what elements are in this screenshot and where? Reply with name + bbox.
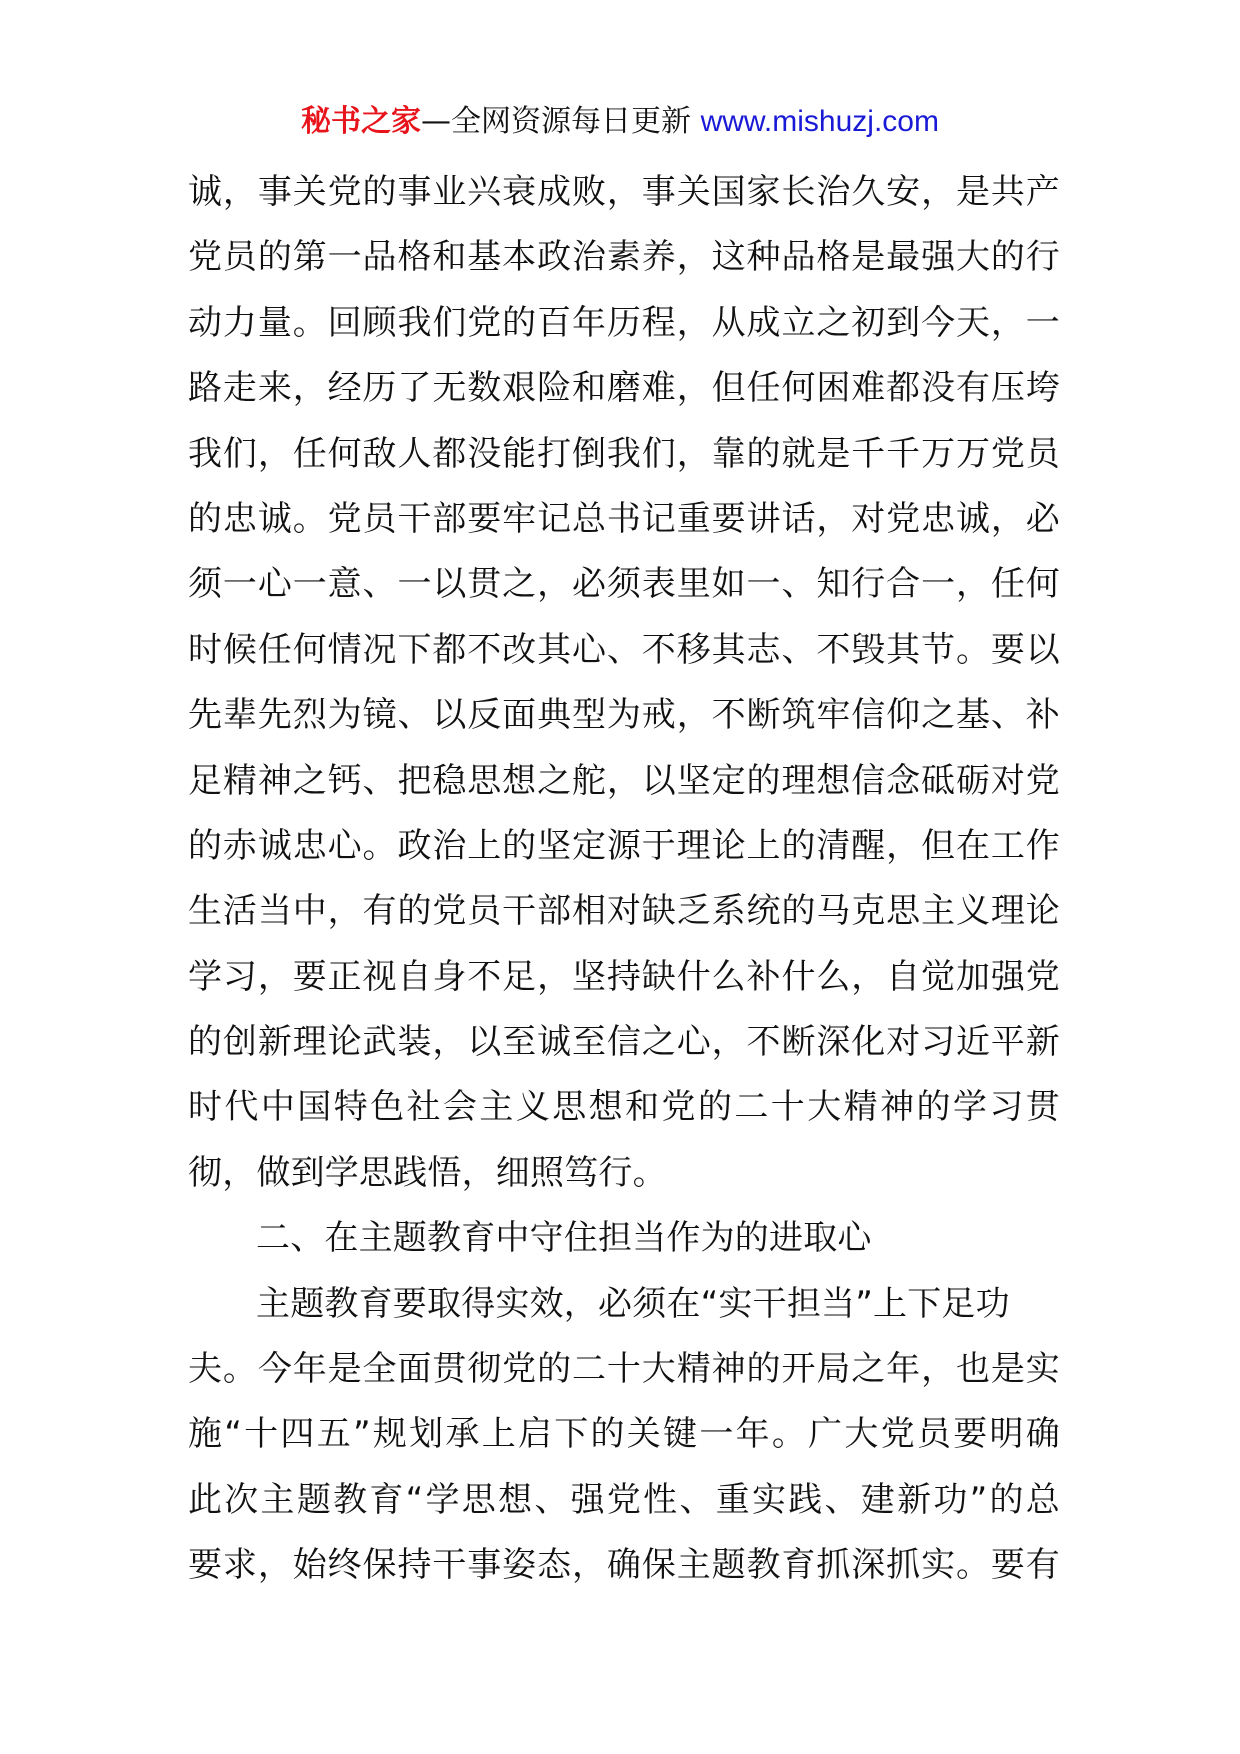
text-line: 时代中国特色社会主义思想和党的二十大精神的学习贯	[188, 1087, 1060, 1128]
document-body	[188, 160, 1060, 1599]
text-line: 要求，始终保持干事姿态，确保主题教育抓深抓实。要有	[188, 1545, 1060, 1586]
text-line: 此次主题教育“学思想、强党性、重实践、建新功”的总	[188, 1479, 1060, 1520]
text-line: 的赤诚忠心。政治上的坚定源于理论上的清醒，但在工作	[188, 825, 1060, 866]
text-line: 路走来，经历了无数艰险和磨难，但任何困难都没有压垮	[188, 368, 1060, 409]
text-line: 动力量。回顾我们党的百年历程，从成立之初到今天，一	[188, 302, 1060, 343]
site-brand: 秘书之家	[301, 104, 422, 139]
text-line: 彻，做到学思践悟，细照笃行。	[188, 1152, 667, 1193]
text-line: 须一心一意、一以贯之，必须表里如一、知行合一，任何	[188, 564, 1060, 605]
text-line: 的忠诚。党员干部要牢记总书记重要讲话，对党忠诚，必	[188, 498, 1060, 539]
paragraph-start: 主题教育要取得实效，必须在“实干担当”上下足功	[256, 1283, 1010, 1324]
text-line: 时候任何情况下都不改其心、不移其志、不毁其节。要以	[188, 629, 1060, 670]
text-line: 诚，事关党的事业兴衰成败，事关国家长治久安，是共产	[188, 172, 1060, 212]
text-line: 施“十四五”规划承上启下的关键一年。广大党员要明确	[188, 1414, 1060, 1455]
text-line: 学习，要正视自身不足，坚持缺什么补什么，自觉加强党	[188, 956, 1060, 997]
text-line: 党员的第一品格和基本政治素养，这种品格是最强大的行	[188, 237, 1060, 278]
text-line: 我们，任何敌人都没能打倒我们，靠的就是千千万万党员	[188, 433, 1060, 474]
section-heading: 二、在主题教育中守住担当作为的进取心	[256, 1218, 872, 1259]
text-line: 先辈先烈为镜、以反面典型为戒，不断筑牢信仰之基、补	[188, 695, 1060, 736]
text-line: 足精神之钙、把稳思想之舵，以坚定的理想信念砥砺对党	[188, 760, 1060, 801]
text-line: 生活当中，有的党员干部相对缺乏系统的马克思主义理论	[188, 891, 1060, 932]
text-line: 的创新理论武装，以至诚至信之心，不断深化对习近平新	[188, 1022, 1060, 1063]
site-url[interactable]: www.mishuzj.com	[700, 105, 939, 138]
site-slogan: —全网资源每日更新	[421, 104, 692, 139]
site-header	[0, 100, 1240, 144]
text-line: 夫。今年是全面贯彻党的二十大精神的开局之年，也是实	[188, 1349, 1060, 1390]
